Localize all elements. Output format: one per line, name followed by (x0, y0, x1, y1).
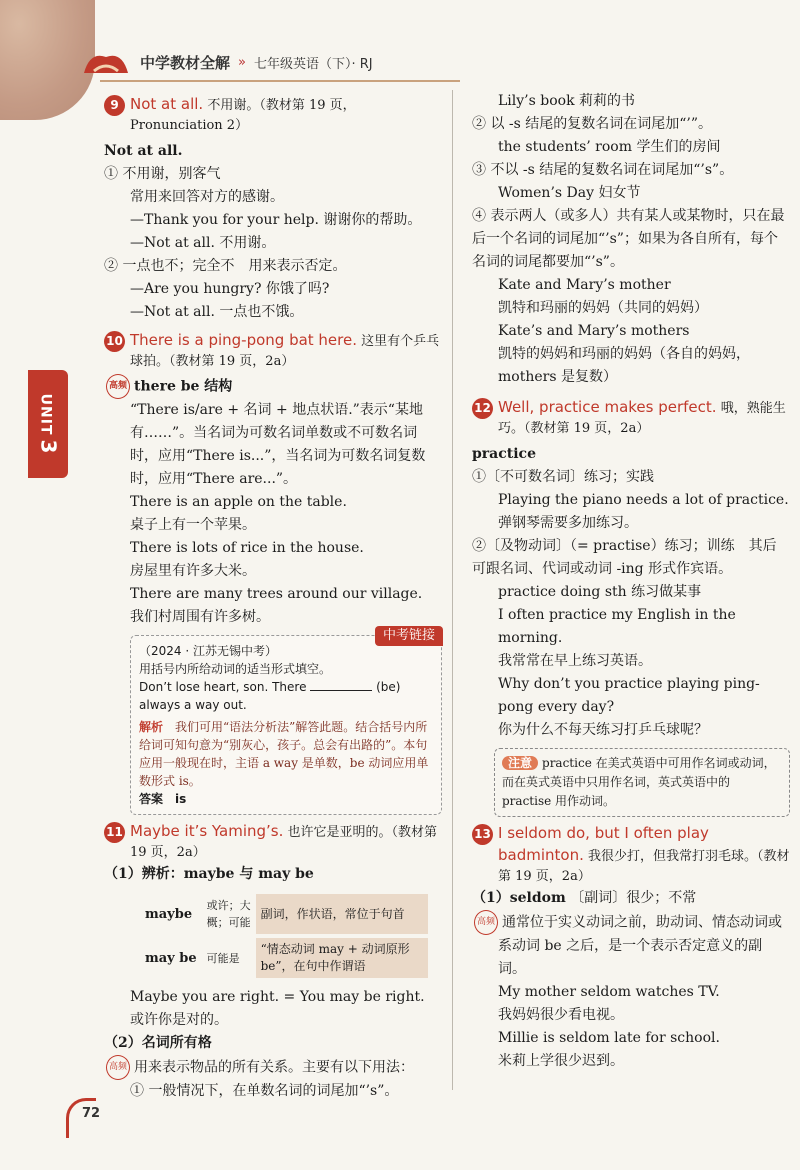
example-line: There is lots of rice in the house. (130, 540, 364, 556)
answer-text: is (175, 792, 187, 806)
translation-line: 米莉上学很少迟到。 (498, 1053, 624, 1069)
high-freq-badge: 高频 (474, 910, 498, 935)
example-line: —Not at all. 不用谢。 (130, 235, 276, 251)
phrase-gloss: 哦，熟能生巧。（教材第 19 页，2a） (498, 401, 786, 436)
table-usage: “情态动词 may + 动词原形 be”，在句中作谓语 (256, 938, 428, 978)
exam-question (139, 678, 433, 696)
section-number: 12 (472, 398, 493, 419)
example-line: There are many trees around our village. (130, 586, 423, 602)
book-subtitle: 七年级英语（下）· RJ (253, 56, 373, 72)
section-number: 10 (104, 331, 125, 352)
key-phrase: I seldom do, but I often play badminton. (498, 824, 709, 864)
exam-answer (139, 790, 433, 808)
right-column (472, 90, 790, 1073)
rule-line: ③ 不以 -s 结尾的复数名词在词尾加“’s”。 (472, 162, 734, 178)
analysis-text: 我们可用“语法分析法”解答此题。结合括号内所给词可知句意为“别灰心，孩子。总会有出路的”。本句应用一般现在时，主语 a way 是单数，be 动词应用单数形式 is。 (139, 720, 429, 788)
comparison-table (140, 890, 428, 982)
word-entry: practice (472, 446, 536, 462)
example-line: There is an apple on the table. (130, 494, 347, 510)
rule-line: ④ 表示两人（或多人）共有某人或某物时，只在最后一个名词的词尾加“’s”；如果为各自所有，每个名词的词尾都要加“’s”。 (472, 208, 785, 270)
example-line: Kate and Mary’s mother (498, 277, 671, 293)
header-arrow-icon: » (238, 54, 246, 70)
subpoint-heading (472, 887, 790, 910)
example-line: Why don’t you practice playing ping-pong every day? (498, 676, 760, 715)
translation-line: 凯特和玛丽的妈妈（共同的妈妈） (498, 300, 708, 316)
unit-number: 3 (36, 439, 61, 455)
table-meaning: 或许；大概；可能 (206, 899, 251, 929)
topic-title-text: there be 结构 (134, 378, 233, 395)
unit-label: UNIT (37, 393, 54, 436)
table-meaning: 可能是 (206, 951, 240, 965)
section-number: 9 (104, 95, 125, 116)
sense-line: ② 一点也不；完全不 用来表示否定。 (104, 258, 347, 274)
example-line: Women’s Day 妇女节 (498, 185, 641, 201)
example-line: —Not at all. 一点也不饿。 (130, 304, 304, 320)
example-line: Millie is seldom late for school. (498, 1030, 720, 1046)
phrase-gloss: 不用谢。（教材第 19 页，Pronunciation 2） (130, 98, 356, 133)
usage-line: 常用来回答对方的感谢。 (130, 189, 284, 205)
explanation: “There is/are + 名词 + 地点状语.”表示“某地有……”。当名词为可数名词单数或不可数名词时，应用“There is...”，当名词为可数名词复数时，应用“There are...”。 (130, 402, 426, 487)
exam-question-cont: always a way out. (139, 698, 247, 712)
table-usage: 副词，作状语，常位于句首 (256, 894, 428, 934)
section-12-heading (472, 397, 790, 439)
sense-line: ①〔不可数名词〕练习；实践 (472, 469, 654, 485)
example-line: My mother seldom watches TV. (498, 984, 720, 1000)
section-13-heading (472, 823, 790, 887)
answer-label: 答案 (139, 792, 164, 806)
usage-text: 用来表示物品的所有关系。主要有以下用法： (134, 1059, 415, 1076)
key-phrase: There is a ping-pong bat here. (130, 331, 357, 349)
translation-line: 凯特的妈妈和玛丽的妈妈（各自的妈妈，mothers 是复数） (498, 346, 750, 385)
section-number: 11 (104, 822, 125, 843)
phrase-entry: Not at all. (104, 143, 183, 159)
phrase-gloss: 这里有个乒乓球拍。（教材第 19 页，2a） (130, 334, 440, 369)
phrase-gloss: 也许它是亚明的。（教材第 19 页，2a） (130, 825, 438, 860)
example-line: I often practice my English in the morning. (498, 607, 736, 646)
table-word: may be (145, 950, 197, 966)
question-text: Don’t lose heart, son. There (139, 680, 307, 694)
collocation-line: practice doing sth 练习做某事 (498, 584, 702, 600)
question-hint: (be) (376, 680, 401, 694)
exam-link-badge: 中考链接 (375, 626, 443, 646)
answer-blank (310, 690, 372, 691)
section-10-heading (104, 330, 444, 372)
key-phrase: Well, practice makes perfect. (498, 398, 717, 416)
subpoint-word: （1）seldom (472, 890, 566, 906)
section-number: 13 (472, 824, 493, 845)
note-text: practice 在美式英语中可用作名词或动词，而在英式英语中只用作名词，英式英语中的 practise 用作动词。 (502, 756, 776, 808)
translation-line: 弹钢琴需要多加练习。 (498, 515, 638, 531)
example-line: Lily’s book 莉莉的书 (498, 93, 635, 109)
example-line: Playing the piano needs a lot of practice. (498, 492, 789, 508)
example-line: Kate’s and Mary’s mothers (498, 323, 690, 339)
usage-text: 通常位于实义动词之前，助动词、情态动词或系动词 be 之后，是一个表示否定意义的副词。 (498, 914, 783, 977)
rule-line: ① 一般情况下，在单数名词的词尾加“’s”。 (130, 1083, 399, 1099)
translation-line: 我们村周围有许多树。 (130, 609, 270, 625)
column-divider (452, 90, 453, 1090)
example-line: Maybe you are right. = You may be right. (130, 989, 425, 1005)
example-line: the students’ room 学生们的房间 (498, 139, 721, 155)
high-freq-badge: 高频 (106, 374, 130, 399)
translation-line: 你为什么不每天练习打乒乓球呢？ (498, 722, 708, 738)
translation-line: 或许你是对的。 (130, 1012, 228, 1028)
page-number: 72 (82, 1106, 101, 1121)
key-phrase: Not at all. (130, 95, 204, 113)
exam-source: （2024 · 江苏无锡中考） (139, 644, 277, 658)
section-11-heading (104, 821, 444, 863)
phrase-gloss: 我很少打，但我常打羽毛球。（教材第 19 页，2a） (498, 849, 790, 884)
high-freq-badge: 高频 (106, 1055, 130, 1080)
unit-tab (28, 370, 68, 478)
exam-analysis (139, 718, 433, 790)
translation-line: 我常常在早上练习英语。 (498, 653, 652, 669)
left-column (104, 90, 444, 1103)
analysis-label: 解析 (139, 720, 164, 734)
key-phrase: Maybe it’s Yaming’s. (130, 822, 284, 840)
exam-link-box (130, 628, 442, 815)
translation-line: 房屋里有许多大米。 (130, 563, 256, 579)
table-row (140, 894, 428, 934)
sense-line: ① 不用谢，别客气 (104, 166, 221, 182)
section-9-heading (104, 94, 444, 136)
topic-title (104, 374, 444, 399)
header-rule (100, 80, 460, 82)
table-word: maybe (145, 906, 193, 922)
book-title: 中学教材全解 (140, 53, 231, 72)
translation-line: 桌子上有一个苹果。 (130, 517, 256, 533)
example-line: —Are you hungry? 你饿了吗? (130, 281, 330, 297)
rule-line: ② 以 -s 结尾的复数名词在词尾加“’”。 (472, 116, 713, 132)
subpoint-pos: 〔副词〕很少；不常 (570, 890, 697, 906)
table-row (140, 938, 428, 978)
exam-instruction: 用括号内所给动词的适当形式填空。 (139, 662, 332, 676)
sense-line: ②〔及物动词〕（= practise）练习；训练 其后可跟名词、代词或动词 -ing 形式作宾语。 (472, 538, 777, 577)
subpoint-heading: （1）辨析：maybe 与 may be (104, 866, 314, 882)
example-line: —Thank you for your help. 谢谢你的帮助。 (130, 212, 422, 228)
book-logo-icon (80, 47, 132, 77)
usage-intro (104, 1055, 444, 1080)
subpoint-heading: （2）名词所有格 (104, 1035, 212, 1051)
running-header (80, 45, 460, 79)
translation-line: 我妈妈很少看电视。 (498, 1007, 624, 1023)
note-badge: 注意 (502, 756, 538, 770)
usage-intro (472, 910, 790, 981)
note-box (494, 748, 790, 817)
